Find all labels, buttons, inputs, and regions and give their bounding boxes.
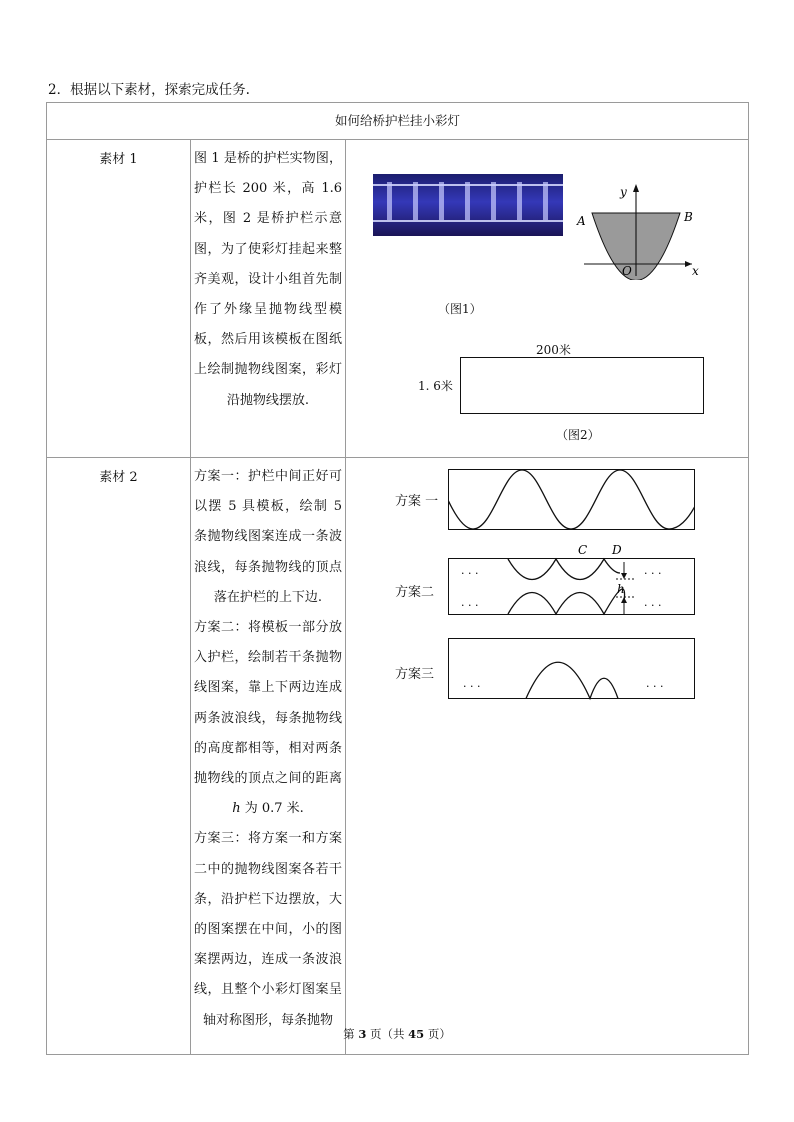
scheme3-wave [526,662,618,698]
question-heading [48,78,250,98]
scheme2-diagram [448,542,700,618]
scheme3-label: 方案三 [395,667,435,682]
y-axis-arrow-icon [633,184,639,192]
footer-page-number: 3 [358,1027,367,1041]
y-axis-label: y [620,185,627,199]
material2-figures [346,458,749,1055]
point-a-label: A [577,214,586,228]
plan2-text-part: 方案二：将模板一部分放入护栏，绘制若干条抛物线图案，靠上下两边连成两条波浪线，每条抛物线的高度都相等，相对两条抛物线的顶点之间的距离 [194,620,342,787]
figure2-length-label: 200米 [536,343,571,357]
railing-post [517,182,522,220]
h-label: h [617,582,625,596]
railing-post [439,182,444,220]
footer-suffix: 页） [424,1027,451,1041]
figure2-caption: （图2） [556,428,600,442]
plan1-text: 方案一：护栏中间正好可以摆 5 具模板，绘制 5 条抛物线图案连成一条波浪线，每条抛物线的顶点落在护栏的上下边. [194,469,342,605]
point-b-label: B [684,210,693,224]
railing-schematic-rectangle [460,357,704,414]
question-text: 根据以下素材，探索完成任务. [70,82,250,98]
material1-figures [346,140,749,458]
material1-text [191,140,346,458]
footer-middle: 页（共 [366,1027,409,1041]
railing-post [543,182,548,220]
scheme2-label: 方案二 [395,585,435,600]
x-axis-label: x [692,264,699,278]
railing-post [491,182,496,220]
material1-paragraph: 图 1 是桥的护栏实物图，护栏长 200 米，高 1.6 米，图 2 是桥护栏示意图，为了使彩灯挂起来整齐美观，设计小组首先制作了外缘呈抛物线型模板，然后用该模板在图纸上绘制抛物线图案，彩灯沿抛物线摆放. [194,151,342,408]
figure2-height-label: 1. 6米 [418,379,453,393]
parabola-template-diagram [574,180,704,280]
scheme2-dots-lower-left: · · · [461,599,479,612]
railing-bottom-bar [373,220,563,222]
bridge-railing-photo [373,174,563,236]
page-footer [0,1026,794,1042]
down-arrow-icon [621,573,627,579]
footer-total-pages: 45 [408,1027,425,1041]
material2-text [191,458,346,1055]
railing-post [413,182,418,220]
plan3-text: 方案三：将方案一和方案二中的抛物线图案各若干条，沿护栏下边摆放，大的图案摆在中间，小的图案摆两边，连成一条波浪线，且整个小彩灯图案呈轴对称图形，每条抛物 [194,831,342,1028]
point-d-label: D [612,543,622,557]
material1-label: 素材 1 [47,140,191,458]
railing-post [465,182,470,220]
scheme2-lower-wave [508,589,625,614]
scheme1-diagram [448,469,698,533]
scheme2-upper-wave [508,559,620,580]
point-c-label: C [578,543,588,557]
plan2-text-end: 为 0.7 米. [240,801,304,817]
plan2-h-variable: h [232,801,241,817]
origin-label: O [622,264,632,278]
materials-table [46,102,749,1055]
scheme2-dots-lower-right: · · · [644,599,662,612]
scheme3-dots-left: · · · [463,680,481,693]
plan2-text [194,613,342,824]
material2-label: 素材 2 [47,458,191,1055]
railing-post [387,182,392,220]
up-arrow-icon [621,597,627,603]
question-number: 2． [48,82,71,98]
scheme3-dots-right: · · · [646,680,664,693]
table-title: 如何给桥护栏挂小彩灯 [47,103,749,140]
scheme3-diagram [448,638,698,702]
scheme1-label: 方案 一 [395,494,439,509]
figure1-caption: （图1） [438,302,482,316]
scheme1-wave [449,470,695,529]
scheme2-dots-upper-left: · · · [461,567,479,580]
x-axis-arrow-icon [685,261,692,267]
scheme2-dots-upper-right: · · · [644,567,662,580]
footer-prefix: 第 [343,1027,359,1041]
